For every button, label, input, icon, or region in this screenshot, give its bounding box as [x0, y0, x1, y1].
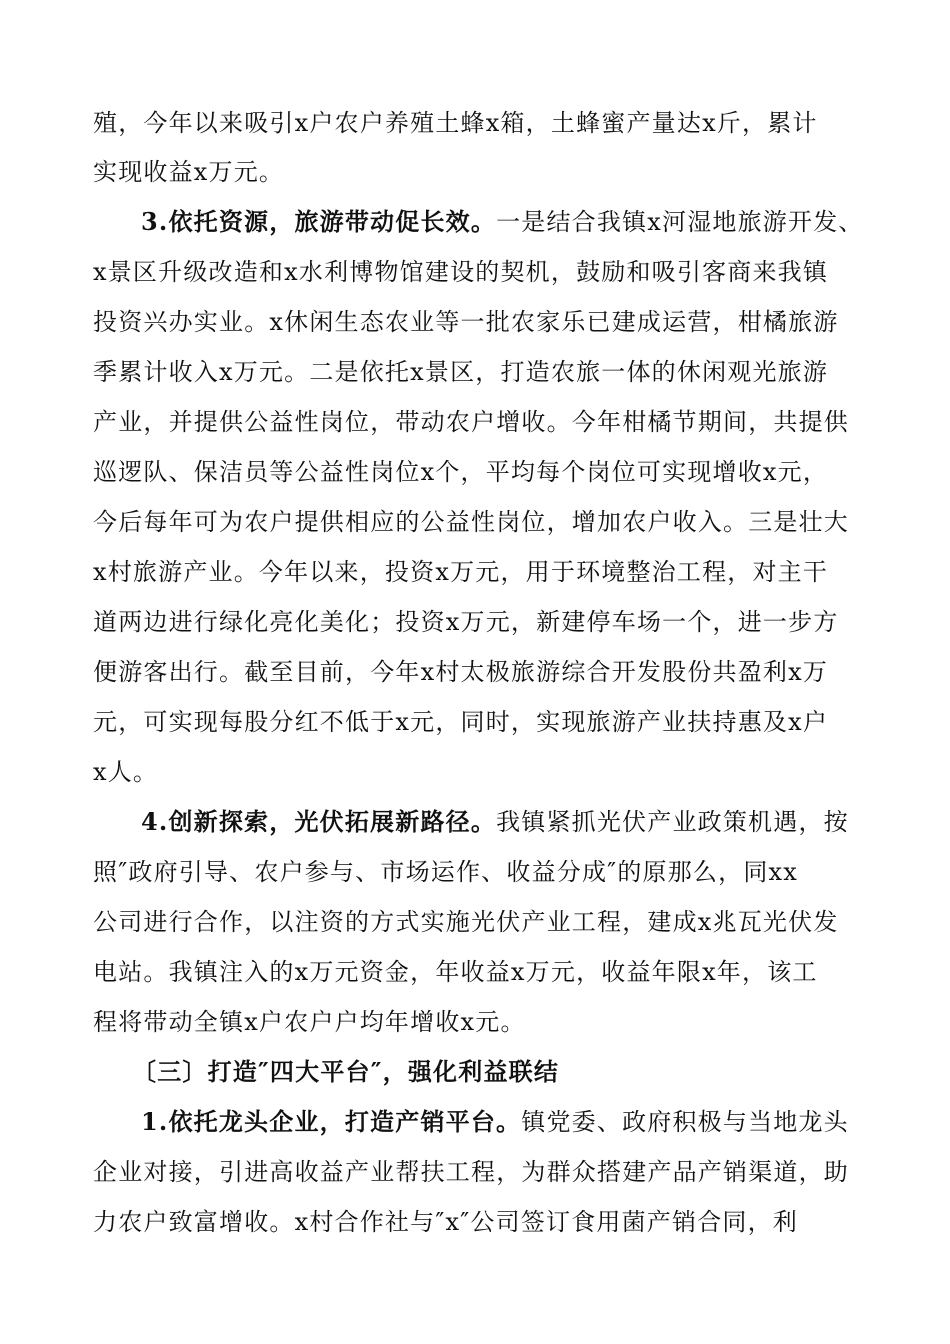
text-line: x村旅游产业。今年以来，投资x万元，用于环境整治工程，对主干: [93, 558, 829, 586]
text-line: 巡逻队、保洁员等公益性岗位x个，平均每个岗位可实现增收x元，: [93, 458, 829, 486]
section-heading-3: 〔三〕打造″四大平台″，强化利益联结: [132, 1057, 560, 1086]
text-line: 元，可实现每股分红不低于x元，同时，实现旅游产业扶持惠及x户: [93, 708, 829, 736]
text-line: 企业对接，引进高收益产业帮扶工程，为群众搭建产品产销渠道，助: [93, 1158, 849, 1186]
text-line: 程将带动全镇x户农户户均年增收x元。: [93, 1008, 526, 1036]
text-line: 照″政府引导、农户参与、市场运作、收益分成″的原那么，同xx: [93, 858, 798, 886]
text-line: x人。: [93, 758, 159, 786]
text-line: 公司进行合作，以注资的方式实施光伏产业工程，建成x兆瓦光伏发: [93, 908, 839, 936]
text-line: 今后每年可为农户提供相应的公益性岗位，增加农户收入。三是壮大: [93, 508, 849, 536]
paragraph-4-first-line: [141, 807, 849, 837]
text-line: 投资兴办实业。x休闲生态农业等一批农家乐已建成运营，柑橘旅游: [93, 308, 839, 336]
text-line: 力农户致富增收。x村合作社与″x″公司签订食用菌产销合同，利: [93, 1208, 798, 1236]
text-line: 殖，今年以来吸引x户农户养殖土蜂x箱，土蜂蜜产量达x斤，累计: [93, 109, 818, 137]
paragraph-3-first-line: [141, 207, 864, 237]
paragraph-1-first-line: [141, 1107, 849, 1137]
text-span: 一是结合我镇x河湿地旅游开发、: [496, 208, 864, 236]
text-line: 电站。我镇注入的x万元资金，年收益x万元，收益年限x年，该工: [93, 958, 818, 986]
section-title-4: 4.创新探索，光伏拓展新路径。: [141, 807, 497, 836]
text-line: 产业，并提供公益性岗位，带动农户增收。今年柑橘节期间，共提供: [93, 408, 849, 436]
text-span: 我镇紧抓光伏产业政策机遇，按: [496, 808, 849, 836]
section-title-1: 1.依托龙头企业，打造产销平台。: [141, 1107, 522, 1136]
text-line: x景区升级改造和x水利博物馆建设的契机，鼓励和吸引客商来我镇: [93, 258, 829, 286]
section-title-3: 3.依托资源，旅游带动促长效。: [141, 207, 497, 236]
text-line: 便游客出行。截至目前，今年x村太极旅游综合开发股份共盈利x万: [93, 658, 829, 686]
text-line: 实现收益x万元。: [93, 158, 285, 186]
text-span: 镇党委、政府积极与当地龙头: [521, 1108, 849, 1136]
text-line: 道两边进行绿化亮化美化；投资x万元，新建停车场一个，进一步方: [93, 608, 839, 636]
text-line: 季累计收入x万元。二是依托x景区，打造农旅一体的休闲观光旅游: [93, 358, 829, 386]
